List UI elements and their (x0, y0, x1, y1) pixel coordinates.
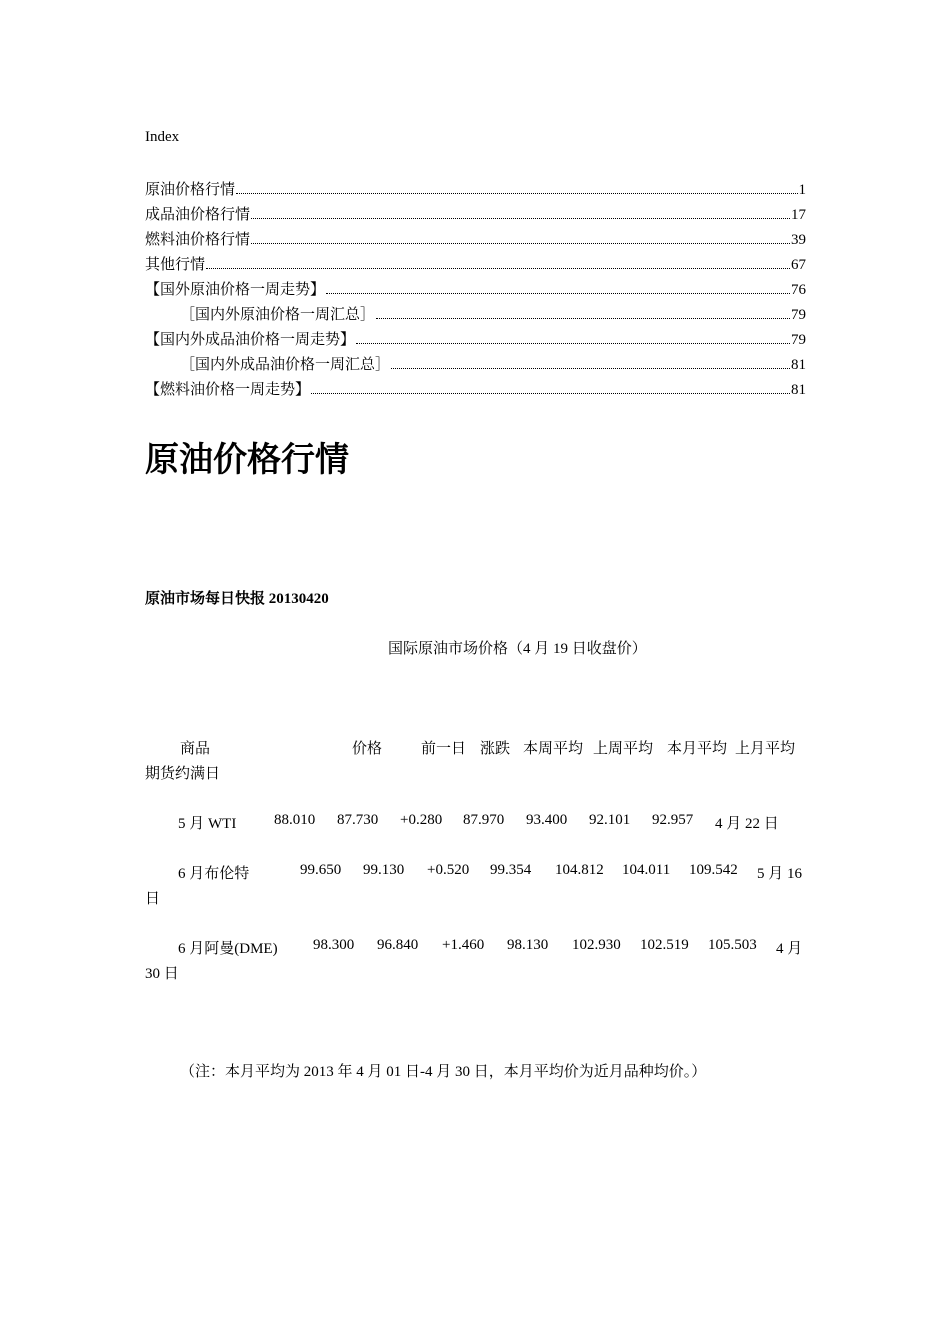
header-cell: 商品 (180, 741, 211, 757)
table-cell: 4 月 22 日 (715, 816, 779, 832)
toc-entry[interactable] (180, 353, 806, 373)
header-cell: 涨跌 (480, 741, 511, 757)
table-cell: 日 (145, 891, 161, 907)
toc-entry-title: ［国内外原油价格一周汇总］ (180, 307, 376, 323)
table-cell: 92.101 (589, 812, 631, 828)
header-cell: 本周平均 (523, 741, 584, 757)
header-cell: 本月平均 (667, 741, 728, 757)
toc-entry-title: 【国内外成品油价格一周走势】 (145, 332, 356, 348)
toc-entry[interactable] (180, 303, 806, 323)
table-cell: 87.970 (463, 812, 505, 828)
toc-entry[interactable] (145, 228, 806, 248)
toc-leader (236, 193, 797, 194)
table-cell: 98.130 (507, 937, 549, 953)
toc-entry[interactable] (145, 278, 806, 298)
toc-entry-title: 燃料油价格行情 (145, 232, 251, 248)
toc-entry[interactable] (145, 253, 806, 273)
toc-entry-page: 81 (791, 357, 806, 373)
table-cell: 92.957 (652, 812, 694, 828)
toc-entry-page: 81 (791, 382, 806, 398)
table-note: （注：本月平均为 2013 年 4 月 01 日-4 月 30 日，本月平均价为近月品种均价。） (180, 1064, 707, 1080)
toc-entry-page: 79 (791, 332, 806, 348)
header-cell: 上月平均 (735, 741, 796, 757)
table-cell: 99.650 (300, 862, 342, 878)
table-caption: 国际原油市场价格（4 月 19 日收盘价） (388, 641, 647, 657)
table-cell: 6 月布伦特 (178, 866, 250, 882)
table-cell: 104.011 (622, 862, 671, 878)
table-cell: 87.730 (337, 812, 379, 828)
table-cell: 5 月 WTI (178, 816, 237, 832)
toc-leader (206, 268, 790, 269)
toc-entry-page: 17 (791, 207, 806, 223)
table-cell: +1.460 (442, 937, 485, 953)
toc-entry-title: 其他行情 (145, 257, 206, 273)
toc-entry-title: 【国外原油价格一周走势】 (145, 282, 326, 298)
toc-entry-page: 79 (791, 307, 806, 323)
toc-leader (251, 218, 790, 219)
toc-entry[interactable] (145, 378, 806, 398)
toc-entry-title: 【燃料油价格一周走势】 (145, 382, 311, 398)
toc-leader (326, 293, 790, 294)
toc-entry-title: 成品油价格行情 (145, 207, 251, 223)
table-cell: 102.519 (640, 937, 689, 953)
table-cell: 105.503 (708, 937, 757, 953)
toc-leader (251, 243, 790, 244)
toc-entry[interactable] (145, 178, 806, 198)
table-cell: +0.520 (427, 862, 470, 878)
toc-leader (376, 318, 790, 319)
table-cell: 93.400 (526, 812, 568, 828)
toc-leader (356, 343, 790, 344)
header-cell: 期货约满日 (145, 766, 221, 782)
toc-entry[interactable] (145, 328, 806, 348)
table-cell: 88.010 (274, 812, 316, 828)
toc-entry-title: 原油价格行情 (145, 182, 236, 198)
toc-entry-page: 39 (791, 232, 806, 248)
header-cell: 上周平均 (593, 741, 654, 757)
table-cell: 98.300 (313, 937, 355, 953)
table-cell: 99.130 (363, 862, 405, 878)
report-title: 原油市场每日快报 20130420 (145, 591, 329, 607)
table-cell: 96.840 (377, 937, 419, 953)
table-cell: 30 日 (145, 966, 179, 982)
table-cell: 99.354 (490, 862, 532, 878)
table-cell: 5 月 16 (757, 866, 803, 882)
header-cell: 前一日 (421, 741, 467, 757)
toc-leader (311, 393, 790, 394)
index-label: Index (145, 129, 180, 145)
table-cell: 109.542 (689, 862, 738, 878)
section-heading: 原油价格行情 (145, 440, 349, 480)
toc-entry-title: ［国内外成品油价格一周汇总］ (180, 357, 391, 373)
table-cell: 102.930 (572, 937, 621, 953)
table-cell: 4 月 (776, 941, 803, 957)
table-cell: 104.812 (555, 862, 604, 878)
header-cell: 价格 (352, 741, 383, 757)
table-cell: +0.280 (400, 812, 443, 828)
table-cell: 6 月阿曼(DME) (178, 941, 278, 957)
toc-entry-page: 76 (791, 282, 806, 298)
toc-entry[interactable] (145, 203, 806, 223)
toc-entry-page: 1 (798, 182, 806, 198)
toc-leader (391, 368, 790, 369)
toc-entry-page: 67 (791, 257, 806, 273)
